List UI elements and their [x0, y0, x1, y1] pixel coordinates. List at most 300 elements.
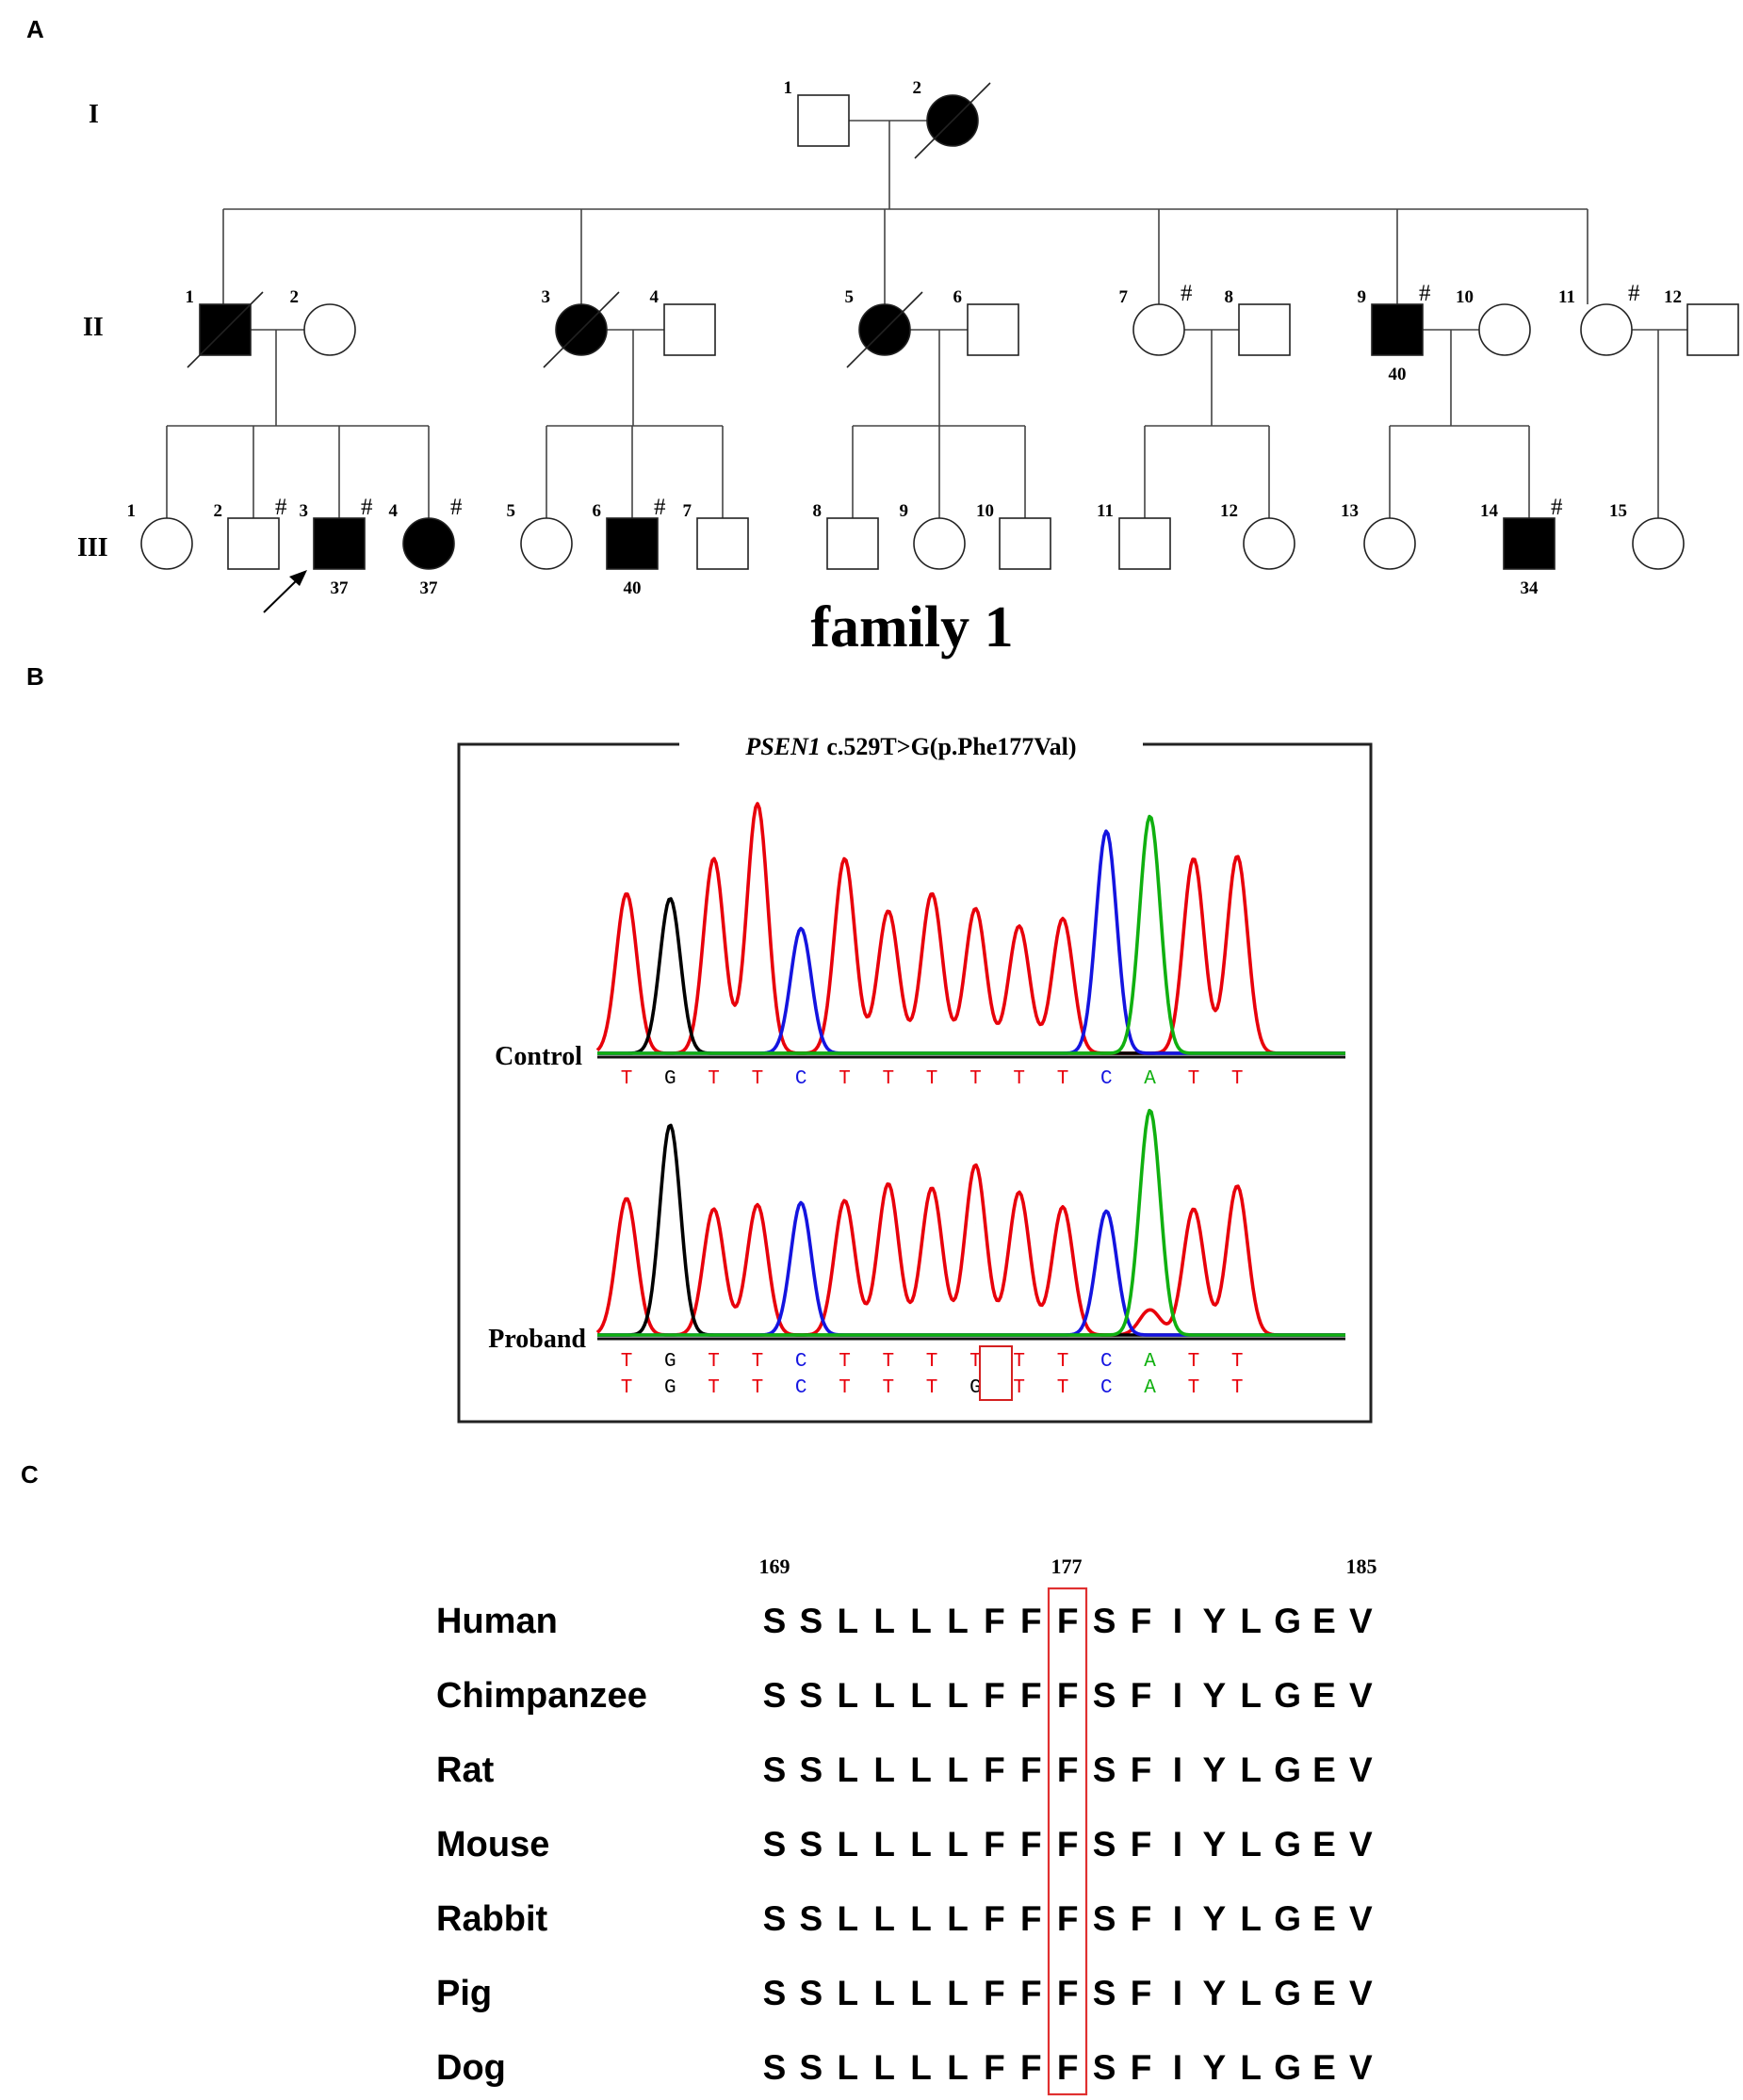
residue-179: F	[1130, 1750, 1152, 1789]
residue-171: L	[837, 1750, 859, 1789]
alignment-row-pig	[436, 1974, 1373, 2013]
residue-182: L	[1240, 1899, 1262, 1938]
control-base-14: T	[1187, 1068, 1200, 1090]
proband-base-allele1-2: G	[663, 1351, 676, 1373]
residue-173: L	[910, 1974, 932, 2012]
residue-180: I	[1172, 1974, 1183, 2012]
panel-c-alignment	[21, 1460, 1377, 2094]
individual-number: 15	[1609, 501, 1627, 521]
control-base-9: T	[969, 1068, 982, 1090]
control-base-7: T	[882, 1068, 895, 1090]
species-name: Rat	[436, 1750, 495, 1790]
chromatogram-title	[744, 733, 1076, 760]
pedigree-individual-iii-10	[976, 501, 1051, 569]
residue-171: L	[837, 1825, 859, 1864]
proband-base-calls	[621, 1351, 1244, 1399]
proband-base-allele1-11: T	[1056, 1351, 1069, 1373]
species-name: Dog	[436, 2048, 506, 2088]
residue-175: F	[984, 1676, 1005, 1715]
proband-base-allele1-5: C	[794, 1351, 807, 1373]
unaffected-male-symbol	[1000, 518, 1051, 569]
residue-174: L	[947, 1974, 969, 2012]
residue-182: L	[1240, 2048, 1262, 2087]
residue-183: G	[1274, 2048, 1301, 2087]
panel-b-chromatogram	[26, 662, 1371, 1422]
control-base-15: T	[1230, 1068, 1244, 1090]
alignment-row-dog	[436, 2048, 1373, 2088]
control-base-4: T	[751, 1068, 764, 1090]
residue-170: S	[799, 1899, 823, 1938]
individual-number: 14	[1480, 501, 1498, 521]
unaffected-male-symbol	[1239, 304, 1290, 355]
residue-179: F	[1130, 1825, 1152, 1864]
pedigree-individual-ii-6	[953, 287, 1019, 355]
residue-169: S	[762, 1825, 787, 1864]
residue-173: L	[910, 1676, 932, 1715]
proband-arrow	[264, 570, 307, 612]
residue-172: L	[873, 2048, 896, 2087]
residue-183: G	[1274, 1750, 1301, 1789]
residue-180: I	[1172, 1676, 1183, 1715]
individual-number: 2	[289, 287, 299, 307]
residue-178: S	[1092, 1750, 1116, 1789]
control-base-2: G	[663, 1068, 676, 1090]
mutation-highlight-box	[980, 1346, 1012, 1400]
proband-base-allele1-9: T	[969, 1351, 982, 1373]
onset-age: 37	[330, 578, 349, 598]
individual-number: 5	[844, 287, 854, 307]
residue-180: I	[1172, 1825, 1183, 1864]
residue-183: G	[1274, 1825, 1301, 1864]
residue-170: S	[799, 1750, 823, 1789]
pedigree-individual-i-2	[913, 78, 991, 158]
residue-182: L	[1240, 1974, 1262, 2012]
residue-176: F	[1019, 1750, 1042, 1789]
proband-base-allele2-1: T	[620, 1377, 633, 1399]
pedigree-individual-ii-10	[1456, 287, 1530, 355]
affected-male-symbol	[607, 518, 658, 569]
residue-184: E	[1312, 1602, 1336, 1640]
residue-176: F	[1019, 1899, 1042, 1938]
residue-172: L	[873, 1676, 896, 1715]
residue-171: L	[837, 1974, 859, 2012]
residue-184: E	[1312, 1974, 1336, 2012]
genotyped-mark: #	[1628, 281, 1640, 306]
residue-179: F	[1130, 1899, 1152, 1938]
proband-trace-g	[597, 1126, 1345, 1336]
unaffected-female-symbol	[1633, 518, 1684, 569]
individual-number: 2	[213, 501, 222, 521]
pedigree-individual-iii-11	[1097, 501, 1170, 569]
residue-175: F	[984, 1750, 1005, 1789]
unaffected-male-symbol	[1119, 518, 1170, 569]
individual-number: 8	[1224, 287, 1233, 307]
residue-169: S	[762, 1974, 787, 2012]
pedigree-title: family 1	[810, 595, 1014, 659]
genotyped-mark: #	[1419, 281, 1431, 306]
unaffected-female-symbol	[141, 518, 192, 569]
individual-number: 11	[1558, 287, 1575, 307]
pedigree-individual-ii-9	[1358, 281, 1432, 384]
unaffected-female-symbol	[1479, 304, 1530, 355]
residue-177: F	[1056, 1602, 1079, 1640]
residue-178: S	[1092, 1676, 1116, 1715]
residue-179: F	[1130, 1676, 1152, 1715]
pedigree-individual-iii-3	[300, 495, 374, 598]
residue-171: L	[837, 1676, 859, 1715]
proband-base-allele2-15: T	[1230, 1377, 1244, 1399]
residue-173: L	[910, 2048, 932, 2087]
unaffected-male-symbol	[228, 518, 279, 569]
affected-female-symbol	[403, 518, 454, 569]
proband-base-allele2-13: A	[1144, 1377, 1156, 1399]
proband-base-allele2-2: G	[663, 1377, 676, 1399]
species-name: Human	[436, 1602, 558, 1641]
residue-175: F	[984, 1825, 1005, 1864]
proband-base-allele2-11: T	[1056, 1377, 1069, 1399]
residue-183: G	[1274, 1602, 1301, 1640]
residue-174: L	[947, 1602, 969, 1640]
residue-171: L	[837, 1602, 859, 1640]
proband-base-allele2-10: T	[1013, 1377, 1026, 1399]
affected-male-symbol	[1372, 304, 1423, 355]
residue-178: S	[1092, 1974, 1116, 2012]
individual-number: 13	[1341, 501, 1359, 521]
alignment-row-rat	[436, 1750, 1373, 1790]
unaffected-female-symbol	[1244, 518, 1295, 569]
residue-170: S	[799, 1602, 823, 1640]
control-track-label: Control	[495, 1042, 582, 1071]
proband-base-allele2-8: T	[925, 1377, 938, 1399]
residue-170: S	[799, 1676, 823, 1715]
residue-181: Y	[1202, 1750, 1227, 1789]
residue-170: S	[799, 1974, 823, 2012]
pedigree-individual-iii-2	[214, 495, 288, 569]
unaffected-male-symbol	[697, 518, 748, 569]
species-name: Mouse	[436, 1825, 550, 1864]
alignment-rows	[436, 1602, 1373, 2088]
residue-173: L	[910, 1750, 932, 1789]
proband-base-allele1-12: C	[1100, 1351, 1113, 1373]
unaffected-female-symbol	[1364, 518, 1415, 569]
residue-175: F	[984, 1899, 1005, 1938]
unaffected-male-symbol	[664, 304, 715, 355]
residue-180: I	[1172, 1899, 1183, 1938]
individual-number: 1	[783, 78, 792, 98]
individual-number: 9	[899, 501, 908, 521]
residue-176: F	[1019, 1825, 1042, 1864]
panel-label-c: C	[21, 1460, 39, 1489]
genotyped-mark: #	[1181, 281, 1193, 306]
alignment-row-mouse	[436, 1825, 1373, 1864]
proband-base-allele1-15: T	[1230, 1351, 1244, 1373]
unaffected-female-symbol	[914, 518, 965, 569]
residue-185: V	[1349, 1974, 1373, 2012]
proband-base-allele2-7: T	[882, 1377, 895, 1399]
pedigree-individual-iii-8	[813, 501, 879, 569]
individual-number: 5	[506, 501, 515, 521]
individual-number: 8	[812, 501, 822, 521]
proband-base-allele2-3: T	[708, 1377, 720, 1399]
generation-label-iii: III	[77, 533, 108, 562]
proband-base-allele1-4: T	[751, 1351, 764, 1373]
variant-name: c.529T>G(p.Phe177Val)	[820, 733, 1077, 760]
control-trace-a	[597, 817, 1345, 1053]
residue-170: S	[799, 2048, 823, 2087]
onset-age: 40	[623, 578, 642, 598]
pedigree-individual-iii-1	[127, 501, 193, 569]
residue-175: F	[984, 2048, 1005, 2087]
residue-172: L	[873, 1825, 896, 1864]
control-base-13: A	[1144, 1068, 1156, 1090]
residue-185: V	[1349, 2048, 1373, 2087]
residue-180: I	[1172, 2048, 1183, 2087]
unaffected-male-symbol	[1687, 304, 1738, 355]
control-trace-t	[597, 804, 1345, 1053]
unaffected-female-symbol	[1581, 304, 1632, 355]
panel-label-a: A	[26, 15, 44, 43]
individual-number: 7	[1118, 287, 1128, 307]
unaffected-male-symbol	[827, 518, 878, 569]
proband-trace-t	[597, 1165, 1345, 1335]
residue-185: V	[1349, 1750, 1373, 1789]
proband-base-allele1-1: T	[620, 1351, 633, 1373]
pedigree-individual-ii-5	[845, 287, 923, 367]
generation-label-ii: II	[83, 313, 104, 342]
residue-172: L	[873, 1899, 896, 1938]
individual-number: 3	[541, 287, 550, 307]
residue-176: F	[1019, 1602, 1042, 1640]
residue-171: L	[837, 2048, 859, 2087]
proband-base-allele1-6: T	[839, 1351, 851, 1373]
residue-177: F	[1056, 1825, 1079, 1864]
individual-number: 1	[185, 287, 194, 307]
genotyped-mark: #	[275, 495, 287, 520]
proband-base-allele1-8: T	[925, 1351, 938, 1373]
residue-184: E	[1312, 1899, 1336, 1938]
individual-number: 6	[592, 501, 601, 521]
residue-182: L	[1240, 1602, 1262, 1640]
control-base-5: C	[794, 1068, 807, 1090]
species-name: Rabbit	[436, 1899, 548, 1939]
individual-number: 11	[1097, 501, 1114, 521]
residue-184: E	[1312, 1750, 1336, 1789]
residue-183: G	[1274, 1676, 1301, 1715]
residue-175: F	[984, 1974, 1005, 2012]
proband-base-allele2-9: G	[969, 1377, 982, 1399]
affected-male-symbol	[1504, 518, 1555, 569]
proband-base-allele2-4: T	[751, 1377, 764, 1399]
unaffected-female-symbol	[521, 518, 572, 569]
control-trace	[597, 804, 1345, 1057]
individual-number: 10	[976, 501, 994, 521]
unaffected-female-symbol	[304, 304, 355, 355]
pedigree-individual-iii-12	[1220, 501, 1295, 569]
individual-number: 10	[1456, 287, 1474, 307]
residue-169: S	[762, 1750, 787, 1789]
pedigree-individual-ii-3	[542, 287, 620, 367]
residue-173: L	[910, 1602, 932, 1640]
individual-number: 3	[299, 501, 308, 521]
residue-172: L	[873, 1974, 896, 2012]
pedigree-individual-ii-12	[1664, 287, 1738, 355]
pedigree-individual-iii-13	[1341, 501, 1415, 569]
residue-180: I	[1172, 1750, 1183, 1789]
residue-178: S	[1092, 1899, 1116, 1938]
individual-number: 4	[649, 287, 659, 307]
onset-age: 34	[1520, 578, 1539, 598]
residue-177: F	[1056, 1899, 1079, 1938]
genotyped-mark: #	[450, 495, 463, 520]
gene-name: PSEN1	[745, 733, 821, 760]
individual-number: 12	[1664, 287, 1682, 307]
individual-number: 7	[682, 501, 692, 521]
pedigree-individual-iii-5	[507, 501, 573, 569]
species-name: Chimpanzee	[436, 1676, 647, 1716]
individual-number: 6	[953, 287, 962, 307]
residue-171: L	[837, 1899, 859, 1938]
individual-number: 9	[1357, 287, 1366, 307]
control-base-10: T	[1013, 1068, 1026, 1090]
residue-185: V	[1349, 1899, 1373, 1938]
individual-number: 4	[388, 501, 398, 521]
residue-178: S	[1092, 1825, 1116, 1864]
pedigree-individual-iii-14	[1480, 495, 1563, 598]
proband-base-allele1-13: A	[1144, 1351, 1156, 1373]
residue-170: S	[799, 1825, 823, 1864]
residue-182: L	[1240, 1676, 1262, 1715]
pedigree-lines	[167, 121, 1687, 518]
control-base-8: T	[925, 1068, 938, 1090]
unaffected-male-symbol	[798, 95, 849, 146]
pedigree-individual-ii-4	[650, 287, 716, 355]
position-start: 169	[758, 1555, 790, 1578]
position-end: 185	[1345, 1555, 1377, 1578]
residue-178: S	[1092, 1602, 1116, 1640]
residue-181: Y	[1202, 1676, 1227, 1715]
pedigree-individual-i-1	[784, 78, 850, 146]
residue-182: L	[1240, 1825, 1262, 1864]
residue-169: S	[762, 1602, 787, 1640]
affected-male-symbol	[314, 518, 365, 569]
residue-169: S	[762, 2048, 787, 2087]
pedigree-individual-iii-7	[683, 501, 749, 569]
alignment-row-rabbit	[436, 1899, 1373, 1939]
individual-number: 2	[912, 78, 921, 98]
residue-182: L	[1240, 1750, 1262, 1789]
panel-label-b: B	[26, 662, 44, 691]
pedigree-individual-iii-9	[900, 501, 966, 569]
control-base-1: T	[620, 1068, 633, 1090]
onset-age: 40	[1388, 365, 1407, 384]
control-base-3: T	[708, 1068, 720, 1090]
proband-base-allele2-5: C	[794, 1377, 807, 1399]
proband-base-allele2-6: T	[839, 1377, 851, 1399]
pedigree-individual-ii-7	[1119, 281, 1194, 355]
residue-184: E	[1312, 1825, 1336, 1864]
residue-185: V	[1349, 1676, 1373, 1715]
residue-185: V	[1349, 1825, 1373, 1864]
genotyped-mark: #	[1551, 495, 1563, 520]
residue-174: L	[947, 1899, 969, 1938]
residue-183: G	[1274, 1974, 1301, 2012]
control-base-11: T	[1056, 1068, 1069, 1090]
residue-181: Y	[1202, 1899, 1227, 1938]
proband-base-allele1-3: T	[708, 1351, 720, 1373]
species-name: Pig	[436, 1974, 493, 2013]
pedigree-individual-iii-4	[389, 495, 464, 598]
control-base-6: T	[839, 1068, 851, 1090]
residue-178: S	[1092, 2048, 1116, 2087]
position-mutation: 177	[1051, 1555, 1083, 1578]
residue-174: L	[947, 2048, 969, 2087]
residue-172: L	[873, 1602, 896, 1640]
unaffected-male-symbol	[968, 304, 1018, 355]
pedigree-individual-iii-15	[1609, 501, 1684, 569]
alignment-row-chimpanzee	[436, 1676, 1373, 1716]
proband-track-label: Proband	[488, 1325, 586, 1354]
residue-181: Y	[1202, 1974, 1227, 2012]
residue-179: F	[1130, 1974, 1152, 2012]
pedigree-individual-ii-11	[1558, 281, 1640, 355]
residue-177: F	[1056, 1750, 1079, 1789]
proband-base-allele2-12: C	[1100, 1377, 1113, 1399]
proband-base-allele1-10: T	[1013, 1351, 1026, 1373]
genotyped-mark: #	[654, 495, 666, 520]
proband-base-allele2-14: T	[1187, 1377, 1200, 1399]
genotyped-mark: #	[361, 495, 373, 520]
residue-176: F	[1019, 1974, 1042, 2012]
residue-177: F	[1056, 2048, 1079, 2087]
proband-trace	[597, 1111, 1345, 1339]
residue-176: F	[1019, 2048, 1042, 2087]
residue-180: I	[1172, 1602, 1183, 1640]
alignment-row-human	[436, 1602, 1373, 1641]
residue-175: F	[984, 1602, 1005, 1640]
individual-number: 12	[1220, 501, 1238, 521]
pedigree-individual-ii-8	[1225, 287, 1291, 355]
proband-base-allele1-14: T	[1187, 1351, 1200, 1373]
residue-184: E	[1312, 2048, 1336, 2087]
proband-base-allele1-7: T	[882, 1351, 895, 1373]
panel-a-pedigree	[26, 15, 1738, 659]
residue-181: Y	[1202, 1602, 1227, 1640]
residue-169: S	[762, 1899, 787, 1938]
residue-179: F	[1130, 2048, 1152, 2087]
pedigree-individual-ii-2	[290, 287, 356, 355]
residue-177: F	[1056, 1676, 1079, 1715]
control-base-calls	[621, 1068, 1244, 1090]
residue-174: L	[947, 1676, 969, 1715]
residue-179: F	[1130, 1602, 1152, 1640]
residue-183: G	[1274, 1899, 1301, 1938]
unaffected-female-symbol	[1133, 304, 1184, 355]
residue-172: L	[873, 1750, 896, 1789]
residue-174: L	[947, 1750, 969, 1789]
onset-age: 37	[419, 578, 438, 598]
residue-181: Y	[1202, 1825, 1227, 1864]
residue-173: L	[910, 1899, 932, 1938]
residue-177: F	[1056, 1974, 1079, 2012]
residue-184: E	[1312, 1676, 1336, 1715]
residue-176: F	[1019, 1676, 1042, 1715]
residue-169: S	[762, 1676, 787, 1715]
control-base-12: C	[1100, 1068, 1113, 1090]
residue-181: Y	[1202, 2048, 1227, 2087]
pedigree-individual-iii-6	[593, 495, 667, 598]
individual-number: 1	[126, 501, 136, 521]
residue-174: L	[947, 1825, 969, 1864]
